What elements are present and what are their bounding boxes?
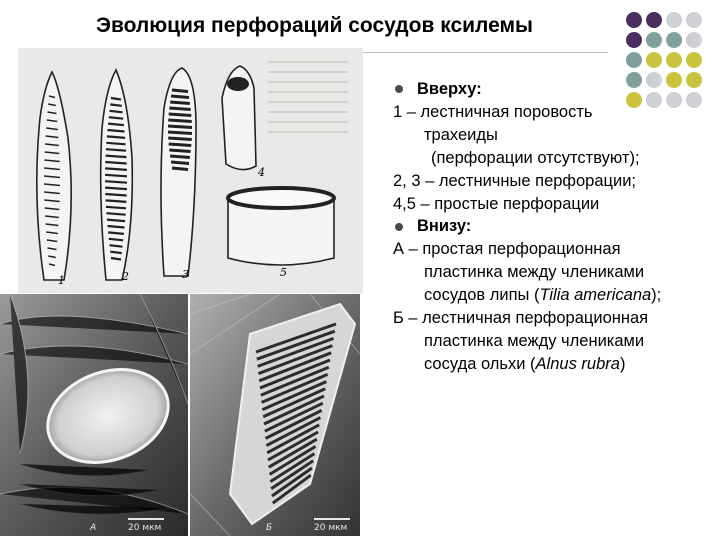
- pit-mark: [111, 258, 121, 260]
- text-line: [393, 284, 718, 307]
- scalebar: [314, 518, 350, 520]
- pit-mark: [107, 130, 124, 132]
- pit-mark: [105, 175, 127, 177]
- pit-mark: [110, 245, 123, 247]
- text-fragment: ): [619, 354, 626, 373]
- list-item: [393, 78, 718, 101]
- dot-gray: [686, 12, 702, 28]
- pit-mark: [168, 132, 192, 134]
- micrograph-a-svg: [0, 294, 188, 536]
- pit-mark: [169, 150, 190, 152]
- vessel-evolution-drawing: [18, 48, 363, 293]
- slide-title: Эволюция перфораций сосудов ксилемы: [96, 14, 533, 37]
- dot-gray: [666, 12, 682, 28]
- figure-label: 2: [122, 270, 129, 283]
- dot-olive: [646, 52, 662, 68]
- pit-mark: [106, 213, 125, 215]
- text-line: пластинка между члениками: [424, 331, 645, 350]
- dot-teal: [626, 52, 642, 68]
- photo-label-b: Б: [266, 523, 273, 533]
- text-fragment: сосудов липы (: [424, 286, 540, 305]
- dot-olive: [666, 52, 682, 68]
- pit-mark: [170, 156, 190, 158]
- figure-label: 5: [280, 266, 287, 279]
- pit-mark: [168, 138, 191, 140]
- text-line: (перфорации отсутствуют);: [431, 148, 640, 167]
- text-line: Б – лестничная перфорационная: [393, 309, 649, 328]
- figure-label: 3: [182, 268, 189, 281]
- dot-teal: [646, 32, 662, 48]
- pit-mark: [172, 90, 188, 92]
- dot-purple: [626, 12, 642, 28]
- pit-mark: [107, 136, 125, 138]
- dot-purple: [646, 12, 662, 28]
- bullet-icon: [395, 223, 403, 231]
- pit-mark: [105, 181, 127, 183]
- pit-mark: [106, 149, 126, 151]
- pit-mark: [108, 124, 124, 126]
- pit-mark: [110, 252, 122, 254]
- pit-mark: [110, 104, 122, 106]
- pit-mark: [105, 162, 126, 164]
- pit-mark: [169, 108, 190, 110]
- dot-purple: [626, 32, 642, 48]
- scale-label-a: 20 мкм: [128, 523, 162, 533]
- pit-mark: [168, 126, 192, 128]
- pit-mark: [107, 226, 124, 228]
- text-line: 1 – лестничная поровость: [393, 102, 593, 121]
- pit-mark: [106, 207, 126, 209]
- pit-mark: [169, 114, 192, 116]
- pit-mark: [111, 98, 121, 100]
- text-line: 2, 3 – лестничные перфорации;: [393, 171, 636, 190]
- pit-mark: [171, 162, 189, 164]
- photo-label-a: А: [90, 523, 97, 533]
- pit-mark: [106, 156, 127, 158]
- pit-mark: [169, 144, 192, 146]
- pit-mark: [172, 168, 188, 170]
- micrograph-b: [190, 294, 360, 536]
- list-item: [393, 215, 718, 238]
- text-fragment: сосуда ольхи (: [424, 354, 536, 373]
- pit-mark: [170, 102, 190, 104]
- text-line: А – простая перфорационная: [393, 240, 621, 259]
- scalebar: [128, 518, 164, 520]
- figure-label: 1: [58, 274, 65, 287]
- pit-mark: [109, 117, 123, 119]
- pit-mark: [107, 220, 125, 222]
- pit-mark: [105, 168, 127, 170]
- pit-mark: [109, 239, 123, 241]
- pit-mark: [106, 200, 127, 202]
- pit-mark: [106, 143, 125, 145]
- text-line: пластинка между члениками: [424, 263, 645, 282]
- text-line: 4,5 – простые перфорации: [393, 194, 600, 213]
- pit-mark: [105, 194, 126, 196]
- text-line: трахеиды: [424, 125, 498, 144]
- pit-mark: [110, 111, 123, 113]
- species-name: Tilia americana: [539, 286, 652, 305]
- pit-mark: [168, 120, 191, 122]
- dot-olive: [686, 52, 702, 68]
- dot-gray: [686, 32, 702, 48]
- text-line: [393, 353, 718, 376]
- text-fragment: );: [651, 286, 662, 305]
- description-text: [393, 78, 718, 376]
- micrograph-b-svg: [190, 294, 360, 536]
- species-name: Alnus rubra: [535, 354, 620, 373]
- top-heading: Вверху:: [417, 80, 482, 98]
- dot-teal: [666, 32, 682, 48]
- micrograph-a: [0, 294, 188, 536]
- vessel-drawing-svg: [18, 48, 363, 293]
- bottom-heading: Внизу:: [417, 217, 472, 236]
- pit-mark: [171, 96, 189, 98]
- bullet-icon: [395, 85, 403, 93]
- pit-mark: [108, 232, 124, 234]
- figure-label: 4: [258, 166, 265, 179]
- pit-mark: [105, 188, 127, 190]
- scale-label-b: 20 мкм: [314, 523, 348, 533]
